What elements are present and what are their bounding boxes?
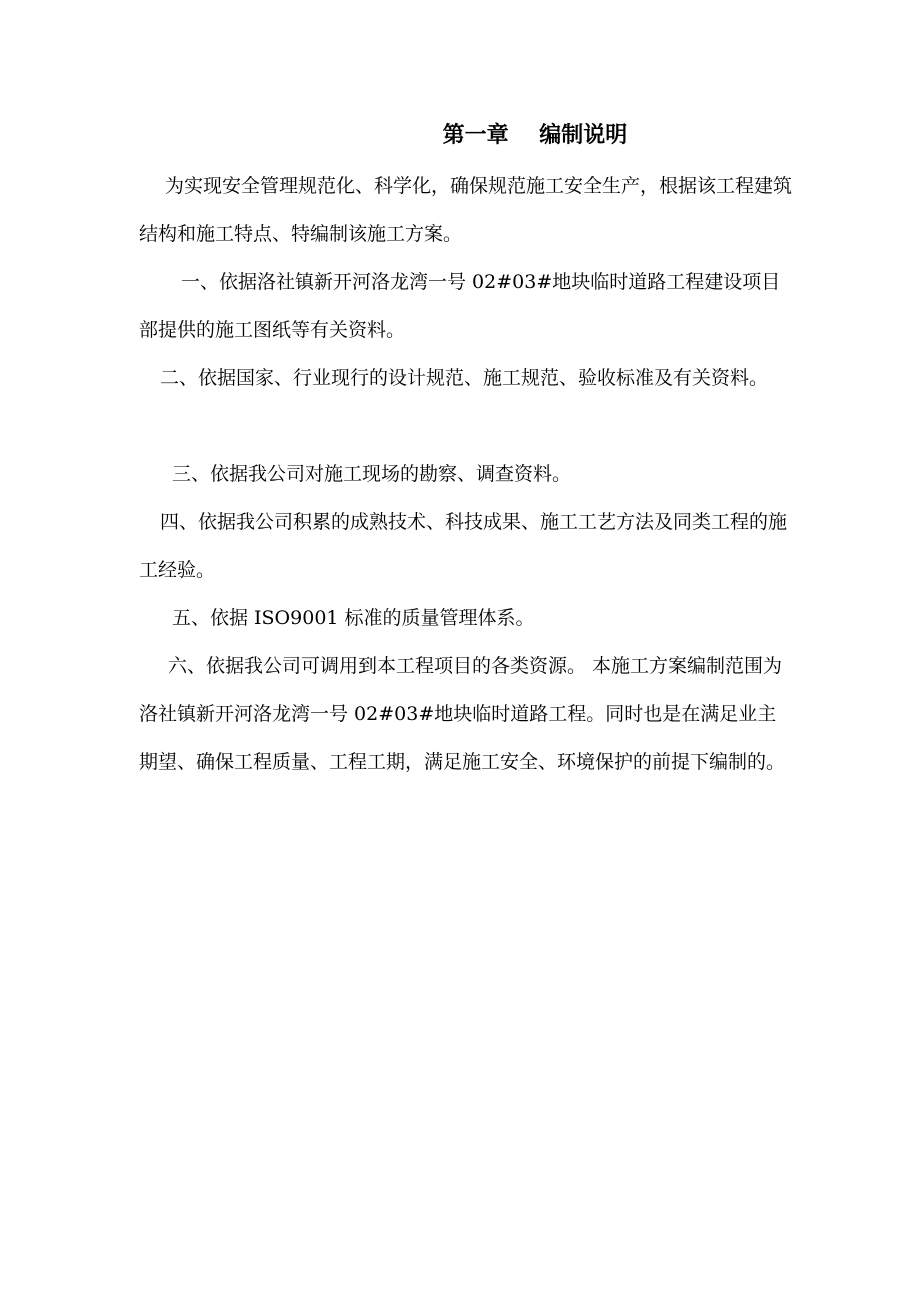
paragraph-purpose: 为实现安全管理规范化、科学化，确保规范施工安全生产，根据该工程建筑结构和施工特点、特编制该施工方案。 [139,175,793,245]
paragraph-basis-2: 二、依据国家、行业现行的设计规范、施工规范、验收标准及有关资料。 [160,367,769,389]
paragraph-basis-6: 六、依据我公司可调用到本工程项目的各类资源。 本施工方案编制范围为洛社镇新开河洛龙湾一号 02#03#地块临时道路工程。同时也是在满足业主期望、确保工程质量、工程工期，满足施工安全、环境保护的前提下编制的。 [139,655,786,773]
paragraph-basis-3: 三、依据我公司对施工现场的勘察、调查资料。 [172,463,572,485]
paragraph-basis-4: 四、依据我公司积累的成熟技术、科技成果、施工工艺方法及同类工程的施工经验。 [139,511,788,581]
chapter-title: 第一章 编制说明 [442,123,628,148]
paragraph-basis-1: 一、依据洛社镇新开河洛龙湾一号 02#03#地块临时道路工程建设项目部提供的施工图纸等有关资料。 [139,271,781,341]
paragraph-basis-5: 五、依据 ISO9001 标准的质量管理体系。 [172,607,535,629]
